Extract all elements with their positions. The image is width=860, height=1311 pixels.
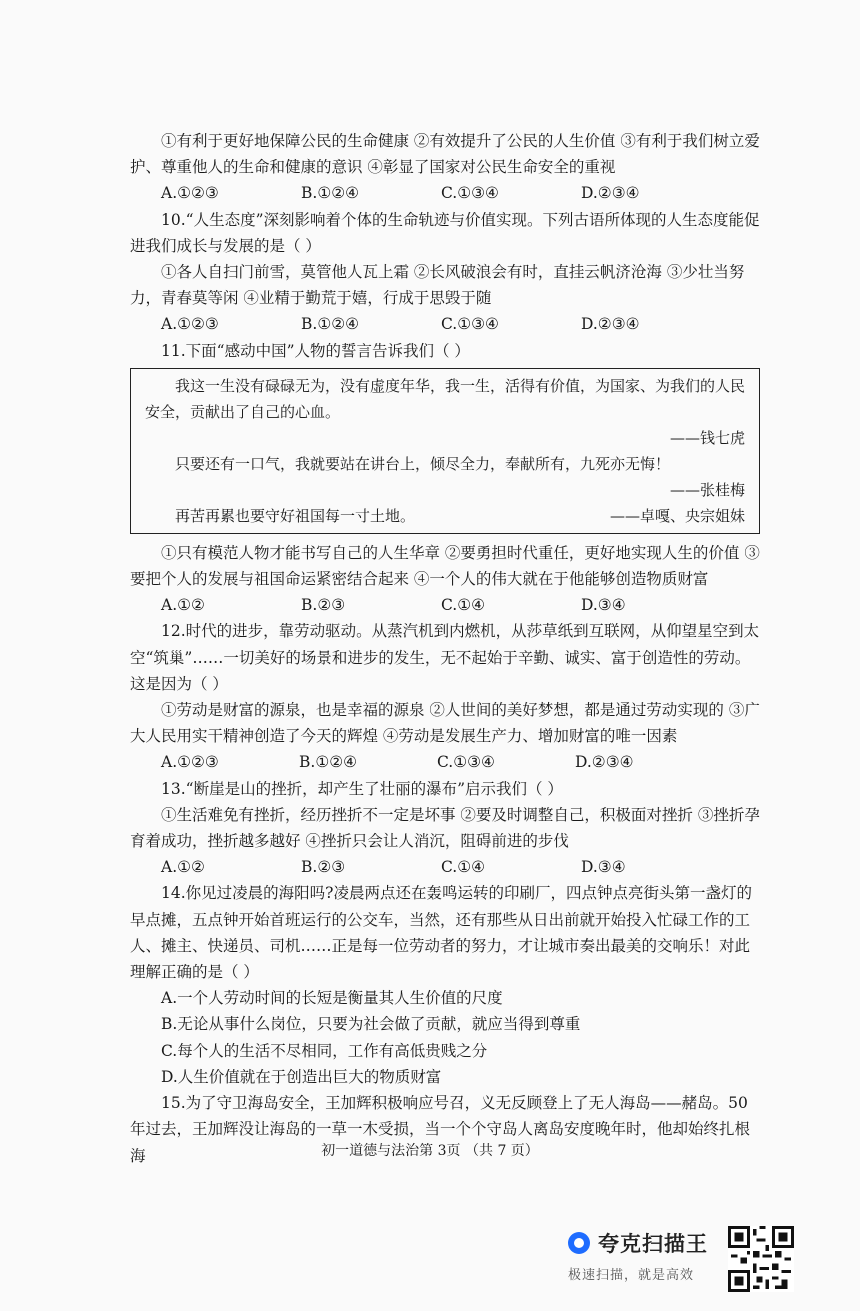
option: D.②③④ <box>575 753 634 772</box>
q14-stem: 14.你见过凌晨的海阳吗?凌晨两点还在轰鸣运转的印刷厂，四点钟点亮街头第一盏灯的早点摊，五点钟开始首班运行的公交车，当然，还有那些从日出前就开始投入忙碌工作的工人、摊主、快递员、司机……正是每一位劳动者的努力，才让城市奏出最美的交响乐！对此理解正确的是（ ） <box>130 884 752 982</box>
option: A.①② <box>161 858 205 877</box>
q11-stem: 11.下面“感动中国”人物的誓言告诉我们（ ） <box>161 341 470 360</box>
option: A.①② <box>161 596 205 615</box>
q11-statements: ①只有模范人物才能书写自己的人生华章 ②要勇担时代重任，更好地实现人生的价值 ③要把个人的发展与祖国命运紧密结合起来 ④一个人的伟大就在于他能够创造物质财富 <box>130 543 760 589</box>
scanner-watermark <box>568 1228 728 1288</box>
quark-logo-icon <box>568 1232 590 1254</box>
option: C.①③④ <box>441 315 499 334</box>
q14-option-d: D.人生价值就在于创造出巨大的物质财富 <box>161 1067 442 1086</box>
option: D.③④ <box>581 858 626 877</box>
option: C.①④ <box>441 858 486 877</box>
page-content <box>130 128 760 1169</box>
quote-3-author: ——卓嘎、央宗姐妹 <box>609 506 745 525</box>
quote-2: 只要还有一口气，我就要站在讲台上，倾尽全力，奉献所有，九死亦无悔！ <box>175 454 671 473</box>
option: C.①③④ <box>441 184 499 203</box>
quote-1: 我这一生没有碌碌无为，没有虚度年华，我一生，活得有价值，为国家、为我们的人民安全，贡献出了自己的心血。 <box>145 376 746 421</box>
qr-code-icon <box>728 1226 794 1292</box>
option: D.②③④ <box>581 184 640 203</box>
option: D.③④ <box>581 596 626 615</box>
q10-statements: ①各人自扫门前雪，莫管他人瓦上霜 ②长风破浪会有时，直挂云帆济沧海 ③少壮当努力，青春莫等闲 ④业精于勤荒于嬉，行成于思毁于随 <box>130 263 745 308</box>
q13-stem: 13.“断崖是山的挫折，却产生了壮丽的瀑布”启示我们（ ） <box>161 779 563 798</box>
option: A.①②③ <box>161 184 219 203</box>
q14-option-c: C.每个人的生活不尽相同，工作有高低贵贱之分 <box>161 1041 488 1060</box>
option: B.②③ <box>301 596 346 615</box>
q14-option-b: B.无论从事什么岗位，只要为社会做了贡献，就应当得到尊重 <box>161 1015 581 1034</box>
quote-box <box>130 368 760 534</box>
option: B.①②④ <box>301 315 360 334</box>
option: C.①④ <box>441 596 486 615</box>
option: B.①②④ <box>301 184 360 203</box>
q15-stem: 15.为了守卫海岛安全，王加辉积极响应号召，义无反顾登上了无人海岛——赭岛。50年过去，王加辉没让海岛的一草一木受损，当一个个守岛人离岛安度晚年时，他却始终扎根海 <box>130 1094 751 1165</box>
option: A.①②③ <box>161 753 219 772</box>
option: A.①②③ <box>161 315 219 334</box>
page-footer: 初一道德与法治第 3页 （共 7 页） <box>321 1143 539 1159</box>
quote-2-author: ——张桂梅 <box>669 480 745 499</box>
q12-statements: ①劳动是财富的源泉，也是幸福的源泉 ②人世间的美好梦想，都是通过劳动实现的 ③广大人民用实干精神创造了今天的辉煌 ④劳动是发展生产力、增加财富的唯一因素 <box>130 701 760 746</box>
q13-options <box>130 854 760 880</box>
quote-3-row <box>145 503 745 529</box>
quote-1-author: ——钱七虎 <box>669 428 745 447</box>
q9-statements: ①有利于更好地保障公民的生命健康 ②有效提升了公民的人生价值 ③有利于我们树立爱护、尊重他人的生命和健康的意识 ④彰显了国家对公民生命安全的重视 <box>130 132 760 177</box>
q14-option-a: A.一个人劳动时间的长短是衡量其人生价值的尺度 <box>161 989 503 1008</box>
q9-options <box>130 180 760 206</box>
q11-options <box>130 592 760 618</box>
q12-stem: 12.时代的进步，靠劳动驱动。从蒸汽机到内燃机，从莎草纸到互联网，从仰望星空到太空“筑巢”……一切美好的场景和进步的发生，无不起始于辛勤、诚实、富于创造性的劳动。这是因为（ ） <box>130 622 760 693</box>
brand-name: 夸克扫描王 <box>598 1232 708 1256</box>
option: B.②③ <box>301 858 346 877</box>
q10-options <box>130 311 760 337</box>
brand-slogan: 极速扫描，就是高效 <box>568 1268 695 1283</box>
option: D.②③④ <box>581 315 640 334</box>
quote-3: 再苦再累也要守好祖国每一寸土地。 <box>175 506 416 525</box>
option: C.①③④ <box>437 753 495 772</box>
q13-statements: ①生活难免有挫折，经历挫折不一定是坏事 ②要及时调整自己，积极面对挫折 ③挫折孕育着成功，挫折越多越好 ④挫折只会让人消沉，阻碍前进的步伐 <box>130 805 760 851</box>
option: B.①②④ <box>299 753 358 772</box>
q12-options <box>130 749 760 775</box>
q10-stem: 10.“人生态度”深刻影响着个体的生命轨迹与价值实现。下列古语所体现的人生态度能促进我们成长与发展的是（ ） <box>130 210 760 255</box>
